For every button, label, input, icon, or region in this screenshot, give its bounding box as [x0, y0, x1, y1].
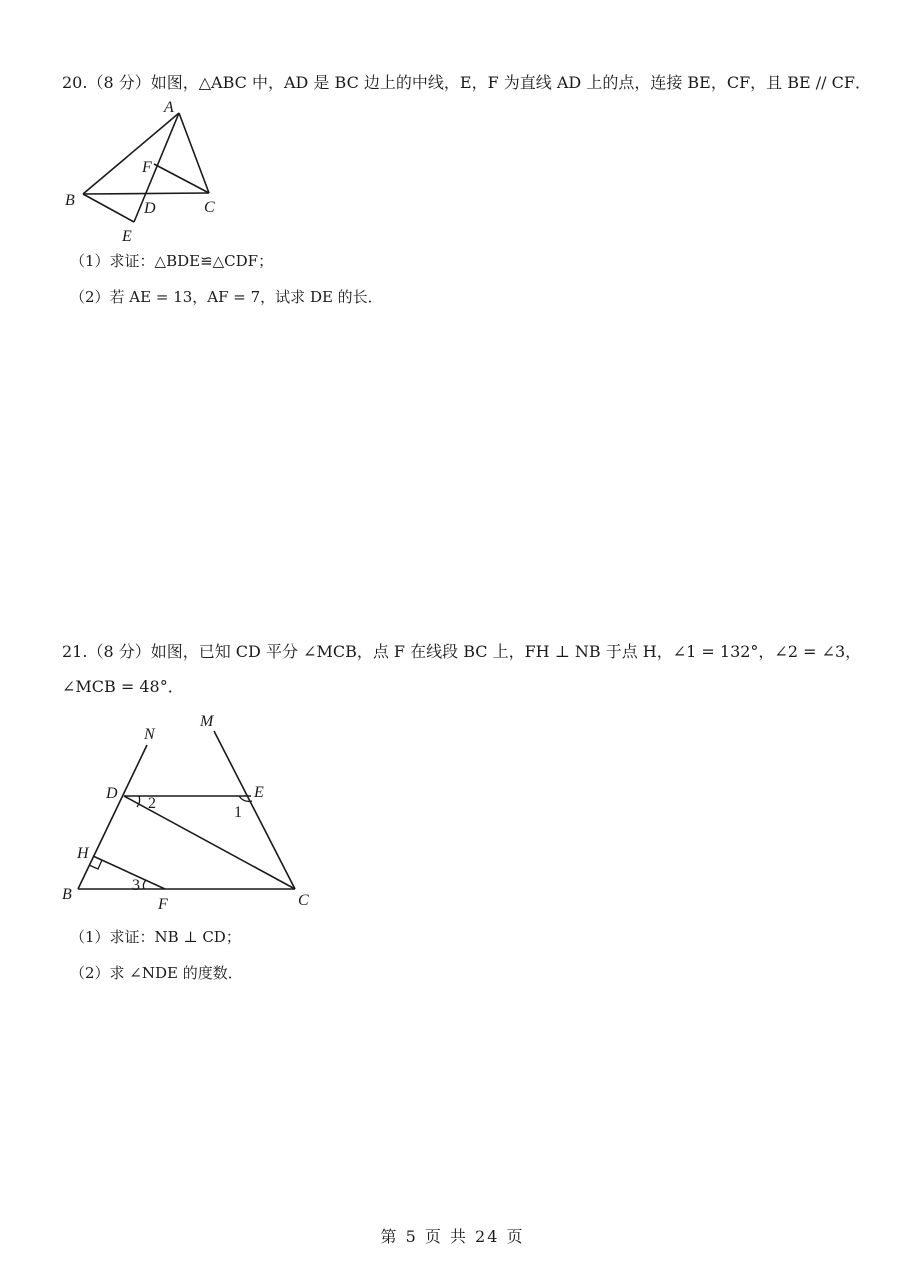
- q20-stem: 20.（8 分）如图，△ABC 中，AD 是 BC 边上的中线，E，F 为直线 AD 上的点，连接 BE，CF，且 BE // CF．: [62, 73, 872, 92]
- q21-stem-line1: 21.（8 分）如图，已知 CD 平分 ∠MCB，点 F 在线段 BC 上，FH ⊥ NB 于点 H，∠1 = 132°，∠2 = ∠3，: [62, 642, 862, 661]
- label-B: B: [62, 886, 72, 903]
- label-E: E: [254, 784, 264, 801]
- arc-angle-2: [137, 796, 140, 807]
- label-angle1: 1: [234, 804, 242, 821]
- segment-FC: [154, 164, 209, 193]
- label-D: D: [106, 785, 118, 802]
- label-A: A: [164, 99, 174, 116]
- segment-BN: [78, 745, 147, 889]
- right-angle-mark-H: [89, 860, 102, 869]
- label-C: C: [298, 892, 309, 909]
- segment-AE: [134, 113, 179, 222]
- segment-AB: [83, 113, 179, 194]
- label-F: F: [142, 159, 152, 176]
- q20-part1: （1）求证：△BDE≌△CDF；: [70, 252, 274, 270]
- q21-part1: （1）求证：NB ⊥ CD；: [70, 928, 241, 946]
- segment-BE: [83, 194, 134, 222]
- label-angle2: 2: [148, 795, 156, 812]
- segment-HF: [93, 856, 165, 889]
- arc-angle-1: [239, 796, 252, 801]
- segment-AC: [179, 113, 209, 193]
- label-C: C: [204, 199, 215, 216]
- arc-angle-3: [143, 880, 146, 889]
- page-footer: 第 5 页 共 24 页: [380, 1227, 525, 1246]
- label-B: B: [65, 192, 75, 209]
- label-angle3: 3: [132, 877, 140, 894]
- label-M: M: [200, 713, 214, 730]
- segment-DC: [124, 796, 295, 889]
- q21-part2: （2）求 ∠NDE 的度数．: [70, 964, 243, 982]
- label-F: F: [158, 896, 168, 913]
- label-H: H: [77, 845, 89, 862]
- segment-CM: [214, 731, 295, 889]
- label-N: N: [144, 726, 155, 743]
- label-D: D: [144, 200, 156, 217]
- q21-stem-line2: ∠MCB = 48°．: [62, 677, 184, 696]
- label-E: E: [122, 228, 132, 245]
- segment-BC: [83, 193, 209, 194]
- q20-part2: （2）若 AE = 13，AF = 7，试求 DE 的长．: [70, 288, 383, 306]
